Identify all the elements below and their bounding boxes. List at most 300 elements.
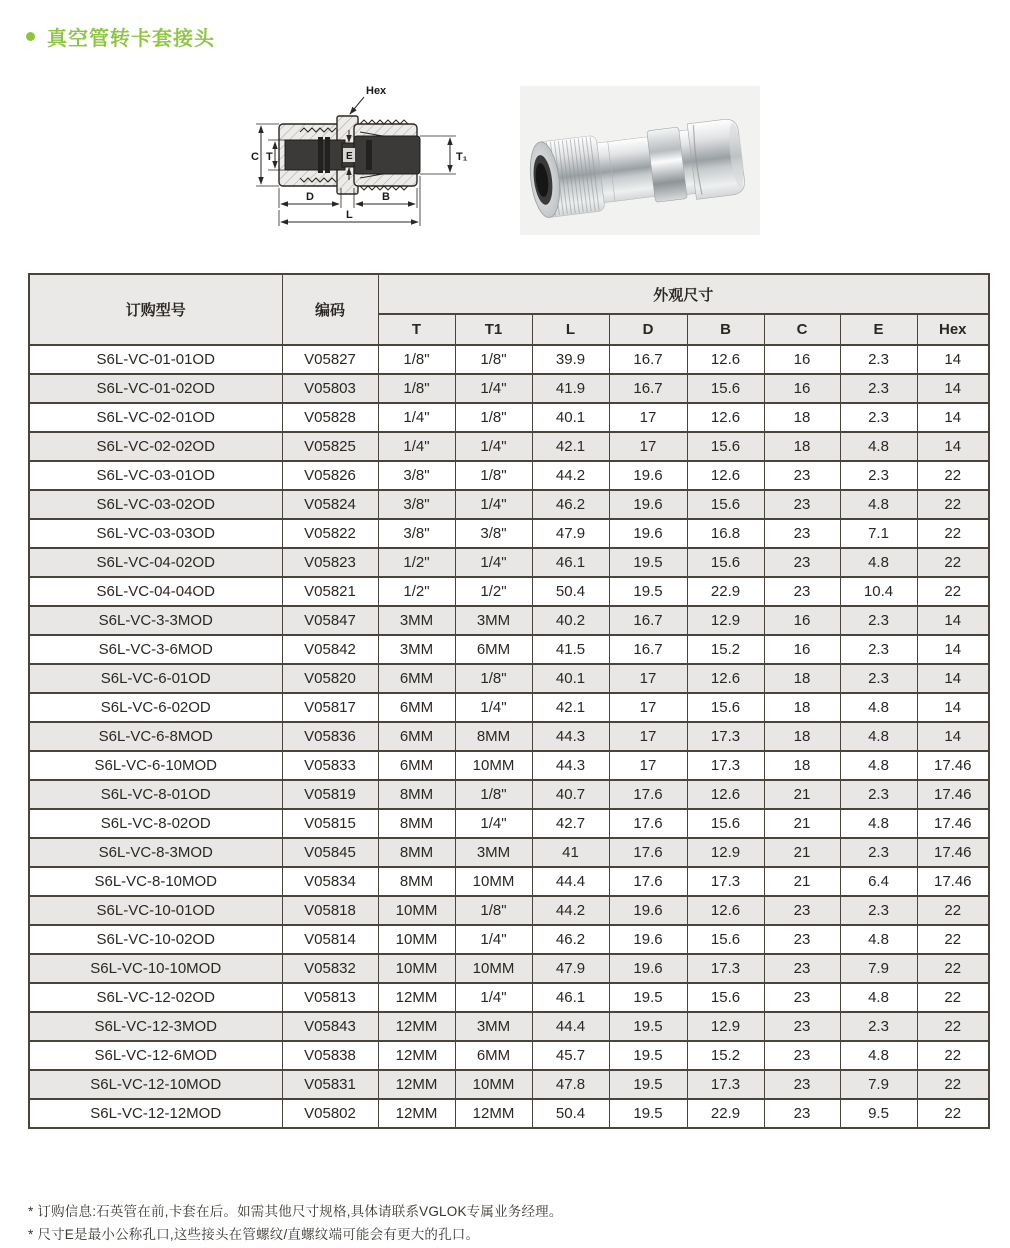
- dim-cell: 4.8: [840, 548, 917, 577]
- code-cell: V05821: [282, 577, 378, 606]
- dim-cell: 2.3: [840, 606, 917, 635]
- dim-cell: 6.4: [840, 867, 917, 896]
- dim-cell: 19.5: [609, 548, 687, 577]
- model-cell: S6L-VC-8-01OD: [29, 780, 282, 809]
- dim-cell: 17: [609, 693, 687, 722]
- code-cell: V05823: [282, 548, 378, 577]
- model-cell: S6L-VC-02-02OD: [29, 432, 282, 461]
- dim-cell: 23: [764, 1099, 840, 1128]
- dim-cell: 12MM: [455, 1099, 532, 1128]
- table-row: [29, 1012, 989, 1041]
- model-cell: S6L-VC-03-01OD: [29, 461, 282, 490]
- code-cell: V05832: [282, 954, 378, 983]
- code-cell: V05820: [282, 664, 378, 693]
- dim-cell: 17.6: [609, 867, 687, 896]
- dim-cell: 3/8": [455, 519, 532, 548]
- dim-cell: 14: [917, 635, 989, 664]
- model-cell: S6L-VC-6-8MOD: [29, 722, 282, 751]
- code-cell: V05843: [282, 1012, 378, 1041]
- dim-cell: 2.3: [840, 345, 917, 374]
- dim-cell: 18: [764, 432, 840, 461]
- dim-cell: 8MM: [455, 722, 532, 751]
- dim-cell: 23: [764, 1070, 840, 1099]
- code-cell: V05842: [282, 635, 378, 664]
- dim-cell: 7.9: [840, 954, 917, 983]
- dim-cell: 2.3: [840, 896, 917, 925]
- code-cell: V05825: [282, 432, 378, 461]
- dim-cell: 14: [917, 664, 989, 693]
- page-title-row: [26, 22, 215, 51]
- dim-cell: 8MM: [378, 809, 455, 838]
- dim-cell: 23: [764, 925, 840, 954]
- code-cell: V05803: [282, 374, 378, 403]
- table-row: [29, 490, 989, 519]
- code-cell: V05836: [282, 722, 378, 751]
- code-cell: V05817: [282, 693, 378, 722]
- dim-cell: 22: [917, 490, 989, 519]
- col-header-e: E: [840, 314, 917, 345]
- dim-cell: 16.7: [609, 374, 687, 403]
- dim-cell: 4.8: [840, 693, 917, 722]
- table-row: [29, 693, 989, 722]
- dim-cell: 1/2": [378, 577, 455, 606]
- table-row: [29, 809, 989, 838]
- dim-cell: 23: [764, 983, 840, 1012]
- model-cell: S6L-VC-01-02OD: [29, 374, 282, 403]
- dim-cell: 22: [917, 896, 989, 925]
- dim-cell: 17.46: [917, 809, 989, 838]
- page-title: 真空管转卡套接头: [47, 28, 215, 50]
- dim-cell: 15.6: [687, 432, 764, 461]
- dim-cell: 21: [764, 867, 840, 896]
- model-cell: S6L-VC-01-01OD: [29, 345, 282, 374]
- bullet-icon: [26, 32, 35, 41]
- dim-cell: 23: [764, 896, 840, 925]
- dim-cell: 1/4": [455, 925, 532, 954]
- code-cell: V05802: [282, 1099, 378, 1128]
- dim-cell: 17.3: [687, 722, 764, 751]
- dim-cell: 1/4": [378, 432, 455, 461]
- table-row: [29, 867, 989, 896]
- dim-cell: 12MM: [378, 1070, 455, 1099]
- dim-cell: 21: [764, 809, 840, 838]
- model-cell: S6L-VC-12-10MOD: [29, 1070, 282, 1099]
- dim-cell: 17.3: [687, 867, 764, 896]
- col-header-t1: T1: [455, 314, 532, 345]
- dim-cell: 4.8: [840, 809, 917, 838]
- dim-cell: 42.1: [532, 693, 609, 722]
- dim-cell: 6MM: [455, 1041, 532, 1070]
- dim-cell: 46.2: [532, 490, 609, 519]
- table-row: [29, 838, 989, 867]
- dim-cell: 1/4": [455, 374, 532, 403]
- dim-cell: 23: [764, 548, 840, 577]
- dim-cell: 14: [917, 432, 989, 461]
- col-header-hex: Hex: [917, 314, 989, 345]
- dim-cell: 44.3: [532, 722, 609, 751]
- model-cell: S6L-VC-10-01OD: [29, 896, 282, 925]
- dim-cell: 18: [764, 722, 840, 751]
- dim-cell: 17: [609, 432, 687, 461]
- dim-cell: 10MM: [378, 954, 455, 983]
- dim-cell: 19.5: [609, 1041, 687, 1070]
- dim-cell: 41.9: [532, 374, 609, 403]
- dim-cell: 10MM: [378, 925, 455, 954]
- dim-cell: 12.6: [687, 403, 764, 432]
- footnote-line: * 订购信息:石英管在前,卡套在后。如需其他尺寸规格,具体请联系VGLOK专属业务经理。: [28, 1204, 563, 1219]
- dim-cell: 23: [764, 519, 840, 548]
- dim-cell: 22: [917, 1041, 989, 1070]
- table-row: [29, 461, 989, 490]
- dim-cell: 18: [764, 664, 840, 693]
- dim-cell: 41: [532, 838, 609, 867]
- code-cell: V05824: [282, 490, 378, 519]
- dim-cell: 1/2": [378, 548, 455, 577]
- code-cell: V05847: [282, 606, 378, 635]
- table-row: [29, 1041, 989, 1070]
- dim-cell: 8MM: [378, 867, 455, 896]
- col-header-model: 订购型号: [29, 274, 282, 345]
- dim-cell: 40.7: [532, 780, 609, 809]
- dim-cell: 1/4": [378, 403, 455, 432]
- footnote-line: * 尺寸E是最小公称孔口,这些接头在管螺纹/直螺纹端可能会有更大的孔口。: [28, 1227, 480, 1242]
- table-row: [29, 722, 989, 751]
- code-cell: V05834: [282, 867, 378, 896]
- dim-cell: 16: [764, 374, 840, 403]
- dim-cell: 17: [609, 403, 687, 432]
- model-cell: S6L-VC-12-12MOD: [29, 1099, 282, 1128]
- table-row: [29, 983, 989, 1012]
- dim-cell: 16.7: [609, 345, 687, 374]
- dim-cell: 17.6: [609, 780, 687, 809]
- dim-cell: 15.2: [687, 635, 764, 664]
- dim-cell: 19.6: [609, 925, 687, 954]
- dim-cell: 46.1: [532, 983, 609, 1012]
- dim-cell: 3MM: [455, 838, 532, 867]
- model-cell: S6L-VC-8-3MOD: [29, 838, 282, 867]
- dim-cell: 17.3: [687, 1070, 764, 1099]
- dim-cell: 42.7: [532, 809, 609, 838]
- dim-cell: 3MM: [455, 606, 532, 635]
- code-cell: V05818: [282, 896, 378, 925]
- dim-cell: 1/8": [455, 345, 532, 374]
- model-cell: S6L-VC-3-6MOD: [29, 635, 282, 664]
- dim-cell: 1/4": [455, 548, 532, 577]
- dim-cell: 2.3: [840, 461, 917, 490]
- model-cell: S6L-VC-02-01OD: [29, 403, 282, 432]
- code-cell: V05822: [282, 519, 378, 548]
- dim-cell: 15.6: [687, 809, 764, 838]
- table-row: [29, 432, 989, 461]
- dim-cell: 19.5: [609, 577, 687, 606]
- dim-cell: 1/8": [455, 664, 532, 693]
- model-cell: S6L-VC-6-10MOD: [29, 751, 282, 780]
- dim-cell: 14: [917, 374, 989, 403]
- table-row: [29, 548, 989, 577]
- code-cell: V05826: [282, 461, 378, 490]
- diagram-label-d: D: [306, 191, 314, 203]
- dim-cell: 17.46: [917, 780, 989, 809]
- dim-cell: 41.5: [532, 635, 609, 664]
- dim-cell: 17: [609, 751, 687, 780]
- dim-cell: 10.4: [840, 577, 917, 606]
- dim-cell: 12.6: [687, 461, 764, 490]
- model-cell: S6L-VC-8-02OD: [29, 809, 282, 838]
- dim-cell: 21: [764, 838, 840, 867]
- col-header-c: C: [764, 314, 840, 345]
- dim-cell: 47.9: [532, 519, 609, 548]
- dim-cell: 17: [609, 722, 687, 751]
- col-header-dims-group: 外观尺寸: [378, 274, 989, 314]
- dim-cell: 16: [764, 606, 840, 635]
- col-header-l: L: [532, 314, 609, 345]
- dim-cell: 17.46: [917, 838, 989, 867]
- dim-cell: 44.3: [532, 751, 609, 780]
- dim-cell: 2.3: [840, 635, 917, 664]
- dim-cell: 1/8": [455, 461, 532, 490]
- spec-table-body: [29, 345, 989, 1128]
- dim-cell: 12.6: [687, 345, 764, 374]
- dim-cell: 6MM: [378, 664, 455, 693]
- dim-cell: 8MM: [378, 838, 455, 867]
- dim-cell: 19.6: [609, 896, 687, 925]
- model-cell: S6L-VC-03-02OD: [29, 490, 282, 519]
- model-cell: S6L-VC-6-01OD: [29, 664, 282, 693]
- dim-cell: 10MM: [378, 896, 455, 925]
- dimension-diagram: [248, 82, 478, 240]
- code-cell: V05815: [282, 809, 378, 838]
- dim-cell: 16.7: [609, 606, 687, 635]
- table-row: [29, 925, 989, 954]
- dim-cell: 50.4: [532, 1099, 609, 1128]
- dim-cell: 1/2": [455, 577, 532, 606]
- dim-cell: 39.9: [532, 345, 609, 374]
- dim-cell: 12.9: [687, 838, 764, 867]
- dim-cell: 21: [764, 780, 840, 809]
- dim-cell: 12.9: [687, 1012, 764, 1041]
- dim-cell: 18: [764, 693, 840, 722]
- dim-cell: 12MM: [378, 983, 455, 1012]
- dim-cell: 23: [764, 954, 840, 983]
- dim-cell: 1/8": [378, 374, 455, 403]
- code-cell: V05819: [282, 780, 378, 809]
- dim-cell: 17.3: [687, 954, 764, 983]
- dim-cell: 3/8": [378, 461, 455, 490]
- model-cell: S6L-VC-8-10MOD: [29, 867, 282, 896]
- diagram-label-l: L: [346, 209, 353, 221]
- dim-cell: 6MM: [455, 635, 532, 664]
- dim-cell: 40.1: [532, 403, 609, 432]
- dim-cell: 4.8: [840, 751, 917, 780]
- code-cell: V05827: [282, 345, 378, 374]
- code-cell: V05828: [282, 403, 378, 432]
- dim-cell: 19.6: [609, 519, 687, 548]
- table-row: [29, 635, 989, 664]
- dim-cell: 15.2: [687, 1041, 764, 1070]
- dim-cell: 47.9: [532, 954, 609, 983]
- dim-cell: 10MM: [455, 954, 532, 983]
- dim-cell: 40.1: [532, 664, 609, 693]
- dim-cell: 4.8: [840, 1041, 917, 1070]
- dim-cell: 45.7: [532, 1041, 609, 1070]
- dim-cell: 7.1: [840, 519, 917, 548]
- dim-cell: 22: [917, 1099, 989, 1128]
- dim-cell: 15.6: [687, 925, 764, 954]
- dim-cell: 10MM: [455, 867, 532, 896]
- dim-cell: 16.7: [609, 635, 687, 664]
- dim-cell: 23: [764, 490, 840, 519]
- dim-cell: 1/8": [455, 896, 532, 925]
- dim-cell: 2.3: [840, 403, 917, 432]
- product-photo: [520, 86, 760, 235]
- spec-table: [28, 273, 990, 1129]
- model-cell: S6L-VC-04-04OD: [29, 577, 282, 606]
- diagram-label-t1: T₁: [456, 151, 468, 163]
- model-cell: S6L-VC-12-02OD: [29, 983, 282, 1012]
- dim-cell: 44.2: [532, 461, 609, 490]
- dim-cell: 12.9: [687, 606, 764, 635]
- dim-cell: 2.3: [840, 1012, 917, 1041]
- dim-cell: 3/8": [378, 519, 455, 548]
- dim-cell: 2.3: [840, 780, 917, 809]
- dim-cell: 15.6: [687, 548, 764, 577]
- dim-cell: 4.8: [840, 983, 917, 1012]
- model-cell: S6L-VC-12-3MOD: [29, 1012, 282, 1041]
- dim-cell: 23: [764, 577, 840, 606]
- dim-cell: 10MM: [455, 751, 532, 780]
- dim-cell: 16.8: [687, 519, 764, 548]
- dim-cell: 19.6: [609, 954, 687, 983]
- dim-cell: 19.6: [609, 461, 687, 490]
- model-cell: S6L-VC-10-10MOD: [29, 954, 282, 983]
- code-cell: V05831: [282, 1070, 378, 1099]
- dim-cell: 3MM: [378, 635, 455, 664]
- dim-cell: 1/4": [455, 490, 532, 519]
- dim-cell: 14: [917, 345, 989, 374]
- dim-cell: 6MM: [378, 751, 455, 780]
- dim-cell: 17.46: [917, 867, 989, 896]
- dim-cell: 18: [764, 751, 840, 780]
- dim-cell: 40.2: [532, 606, 609, 635]
- code-cell: V05813: [282, 983, 378, 1012]
- table-row: [29, 751, 989, 780]
- dim-cell: 23: [764, 461, 840, 490]
- dim-cell: 4.8: [840, 490, 917, 519]
- dim-cell: 15.6: [687, 983, 764, 1012]
- dim-cell: 12MM: [378, 1099, 455, 1128]
- dim-cell: 10MM: [455, 1070, 532, 1099]
- dim-cell: 3MM: [455, 1012, 532, 1041]
- code-cell: V05814: [282, 925, 378, 954]
- dim-cell: 2.3: [840, 664, 917, 693]
- dim-cell: 44.2: [532, 896, 609, 925]
- dim-cell: 15.6: [687, 490, 764, 519]
- dim-cell: 22: [917, 548, 989, 577]
- dim-cell: 23: [764, 1012, 840, 1041]
- table-row: [29, 519, 989, 548]
- dim-cell: 12MM: [378, 1012, 455, 1041]
- dim-cell: 22: [917, 461, 989, 490]
- dim-cell: 12.6: [687, 896, 764, 925]
- dim-cell: 1/4": [455, 983, 532, 1012]
- dim-cell: 22: [917, 925, 989, 954]
- diagram-label-t: T: [266, 151, 273, 163]
- dim-cell: 1/4": [455, 809, 532, 838]
- col-header-d: D: [609, 314, 687, 345]
- dim-cell: 1/4": [455, 432, 532, 461]
- dim-cell: 16: [764, 345, 840, 374]
- dim-cell: 44.4: [532, 867, 609, 896]
- dim-cell: 47.8: [532, 1070, 609, 1099]
- dim-cell: 1/4": [455, 693, 532, 722]
- dim-cell: 17.3: [687, 751, 764, 780]
- dim-cell: 19.5: [609, 1012, 687, 1041]
- dim-cell: 2.3: [840, 374, 917, 403]
- table-row: [29, 374, 989, 403]
- dim-cell: 22: [917, 519, 989, 548]
- dim-cell: 50.4: [532, 577, 609, 606]
- dim-cell: 1/8": [455, 780, 532, 809]
- dim-cell: 22: [917, 1070, 989, 1099]
- table-row: [29, 780, 989, 809]
- dim-cell: 1/8": [455, 403, 532, 432]
- model-cell: S6L-VC-6-02OD: [29, 693, 282, 722]
- table-row: [29, 1070, 989, 1099]
- col-header-code: 编码: [282, 274, 378, 345]
- table-row: [29, 954, 989, 983]
- dim-cell: 19.5: [609, 983, 687, 1012]
- table-row: [29, 1099, 989, 1128]
- dim-cell: 14: [917, 606, 989, 635]
- dim-cell: 12.6: [687, 664, 764, 693]
- dim-cell: 46.1: [532, 548, 609, 577]
- dim-cell: 7.9: [840, 1070, 917, 1099]
- dim-cell: 46.2: [532, 925, 609, 954]
- dim-cell: 15.6: [687, 693, 764, 722]
- model-cell: S6L-VC-12-6MOD: [29, 1041, 282, 1070]
- code-cell: V05838: [282, 1041, 378, 1070]
- table-row: [29, 896, 989, 925]
- dim-cell: 9.5: [840, 1099, 917, 1128]
- dim-cell: 16: [764, 635, 840, 664]
- col-header-t: T: [378, 314, 455, 345]
- dim-cell: 19.6: [609, 490, 687, 519]
- dim-cell: 1/8": [378, 345, 455, 374]
- code-cell: V05845: [282, 838, 378, 867]
- footnotes: [28, 1200, 563, 1246]
- dim-cell: 17.6: [609, 838, 687, 867]
- dim-cell: 12.6: [687, 780, 764, 809]
- dim-cell: 3/8": [378, 490, 455, 519]
- model-cell: S6L-VC-3-3MOD: [29, 606, 282, 635]
- dim-cell: 44.4: [532, 1012, 609, 1041]
- diagram-label-c: C: [251, 151, 259, 163]
- diagram-label-hex: Hex: [366, 85, 387, 97]
- table-row: [29, 345, 989, 374]
- dim-cell: 17.46: [917, 751, 989, 780]
- code-cell: V05833: [282, 751, 378, 780]
- dim-cell: 2.3: [840, 838, 917, 867]
- dim-cell: 22: [917, 1012, 989, 1041]
- dim-cell: 22.9: [687, 577, 764, 606]
- dim-cell: 22: [917, 577, 989, 606]
- dim-cell: 18: [764, 403, 840, 432]
- dim-cell: 14: [917, 722, 989, 751]
- dim-cell: 6MM: [378, 693, 455, 722]
- model-cell: S6L-VC-10-02OD: [29, 925, 282, 954]
- dim-cell: 14: [917, 693, 989, 722]
- dim-cell: 14: [917, 403, 989, 432]
